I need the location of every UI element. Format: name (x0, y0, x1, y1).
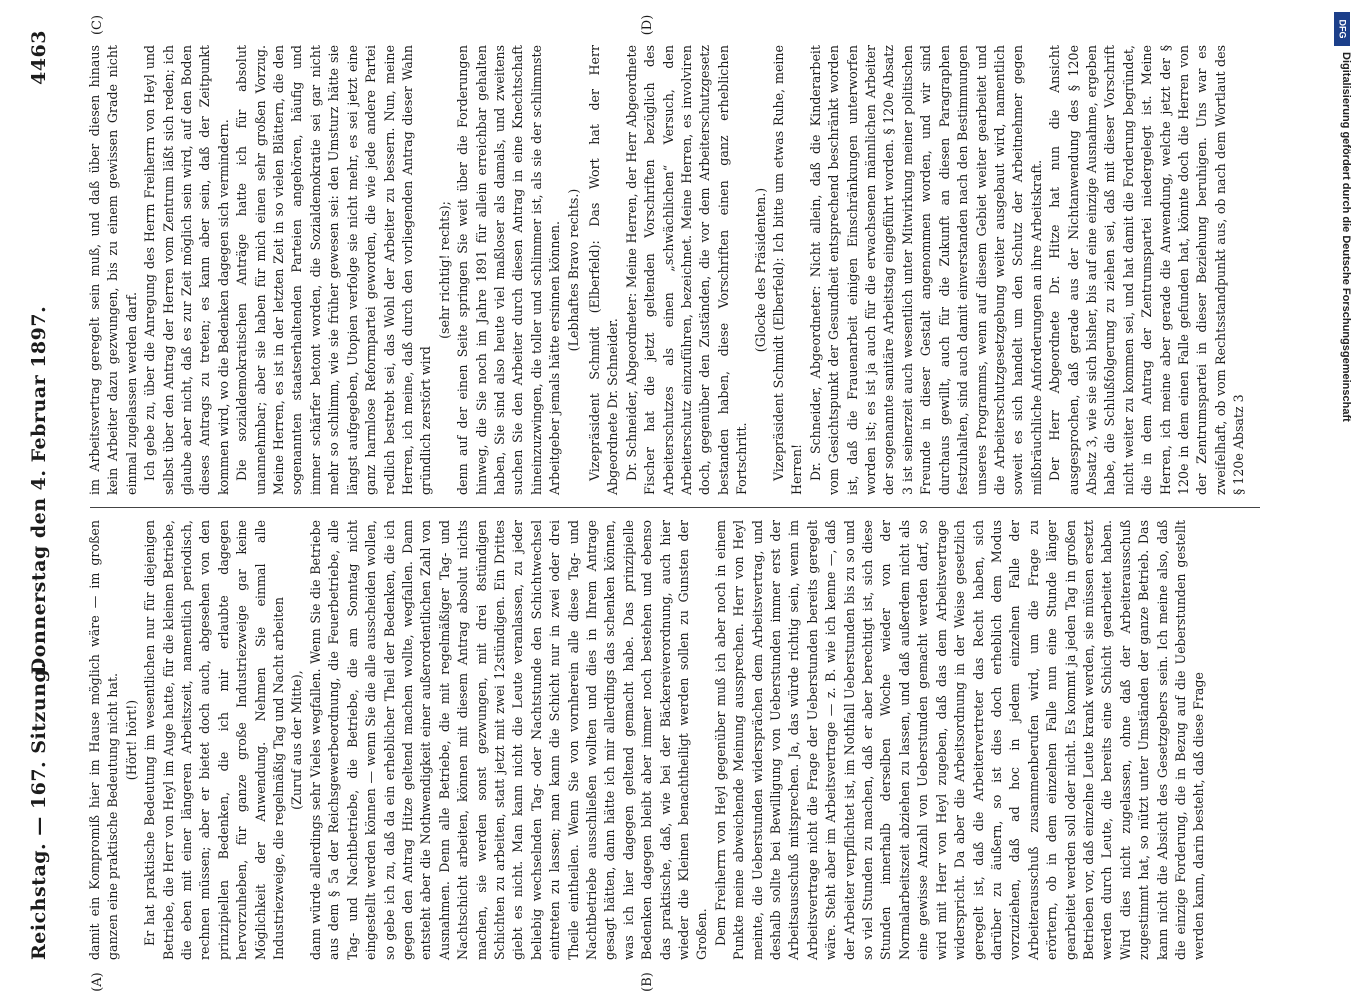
paragraph: Der Herr Abgeordnete Dr. Hitze hat nun die Ansicht ausgesprochen, daß gerade aus der Nichtanwendung des § 120e Absatz 3, wie sie sich bisher, bis auf eine einzige Ausnahme, ergeben habe, die Schlußfolgerung zu ziehen sei, daß mit dieser Vorschrift nicht weiter zu kommen sei, und hat damit die Forderung begründet, die in dem Antrag der Zentrumspartei niedergelegt ist. Meine Herren, ich meine aber gerade die Anwendung, welche jetzt der § 120e in dem einen Falle gefunden hat, könnte doch die Herren von der Zentrumspartei in dieser Beziehung beruhigen. Uns war es zweifelhaft, ob vom Rechtsstandpunkt aus, ob nach dem Wortlaut des § 120e Absatz 3 (1047, 45, 1247, 495)
margin-marker-a: (A) (90, 972, 105, 992)
right-column (86, 45, 1266, 495)
speaker-paragraph: Dr. Schneider, Abgeordneter: Meine Herren, der Herr Abgeordnete Fischer hat die jetzt geltenden Vorschriften bezüglich des Arbeiterschutzes als einen „schwächlichen“ Versuch, den Arbeiterschutz einzuführen, bezeichnet. Meine Herren, es involviren doch, gegenüber den Zuständen, die vor dem Arbeiterschutzgesetz bestanden haben, diese Vorschriften einen ganz erheblichen Fortschritt. (623, 45, 750, 495)
dfg-credit-text: Digitalisierung gefördert durch die Deutsche Forschungsgemeinschaft (1340, 52, 1352, 422)
left-column (86, 520, 1266, 960)
margin-marker-d: (D) (640, 14, 655, 36)
paragraph: Die sozialdemokratischen Anträge hatte ich für absolut unannehmbar; aber sie haben für mich einen sehr großen Vorzug. Meine Herren, es ist in der letzten Zeit in so vielen Blättern, die den sogenannten staatserhaltenden Parteien angehören, häufig und immer schärfer betont worden, die Sozialdemokratie sei gar nicht mehr so schlimm, wie sie früher gewesen sei: den Umsturz hätte sie längst aufgegeben, Utopien verfolge sie nicht mehr, es sei jetzt eine ganz harmlose Reformpartei geworden, die wie jede andere Partei redlich bestrebt sei, das Wohl der Arbeiter zu bessern. Nun, meine Herren, ich meine, daß durch den vorliegenden Antrag dieser Wahn gründlich zerstört wird (234, 45, 434, 495)
speaker-paragraph: Vizepräsident Schmidt (Elberfeld): Das Wort hat der Herr Abgeordnete Dr. Schneider. (586, 45, 621, 495)
paragraph: im Arbeitsvertrag geregelt sein muß, und daß über diesen hinaus kein Arbeiter dazu gezwungen, bis zu einem gewissen Grade nicht einmal zugelassen werden darf. (87, 45, 139, 495)
paragraph: Er hat praktische Bedeutung im wesentlichen nur für diejenigen Betriebe, die Herr von Heyl im Auge hatte, für die kleinen Betriebe, die eben mit einer längeren Arbeitszeit, namentlich periodisch, rechnen müssen; aber er bietet doch auch, abgesehen von den prinzipiellen Bedenken, die ich mir erlaubte dagegen hervorzuheben, für ganze große Industriezweige gar keine Möglichkeit der Anwendung. Nehmen Sie einmal alle Industriezweige, die regelmäßig Tag und Nacht arbeiten (142, 520, 287, 960)
interjection: (Hört! hört!) (123, 699, 139, 781)
dfg-badge-text: DFG (1337, 19, 1347, 39)
interjection: (sehr richtig! rechts); (436, 201, 452, 339)
page-number: 4463 (28, 30, 50, 85)
dfg-watermark (1332, 8, 1352, 992)
margin-marker-b: (B) (640, 972, 655, 992)
speaker-paragraph: Vizepräsident Schmidt (Elberfeld): Ich bitte um etwas Ruhe, meine Herren! (771, 45, 805, 495)
paragraph: Dem Freiherrn von Heyl gegenüber muß ich aber noch in einem Punkte meine abweichende Meinung aussprechen. Herr von Heyl meinte, die Ueberstunden widersprächen dem Arbeitsvertrag, und deshalb sollte bei Bewilligung von Ueberstunden immer erst der Arbeitsausschuß mitsprechen. Ja, das würde richtig sein, wenn im Arbeitsvertrage nicht die Frage der Ueberstunden bereits geregelt wäre. Steht aber im Arbeitsvertrage — z. B. wie ich kenne —, daß der Arbeiter verpflichtet ist, im Nothfall Ueberstunden bis zu so und so viel Stunden zu machen, daß er aber berechtigt ist, sich diese Stunden innerhalb derselben Woche wieder von der Normalarbeitszeit abziehen zu lassen, und daß außerdem nicht als eine gewisse Anzahl von Ueberstunden gemacht werden darf, so wird mit Herr von Heyl zugeben, daß das dem Arbeitsvertrage widerspricht. Da aber die Arbeitsordnung in der Weise gesetzlich geregelt ist, daß die Arbeitervertreter das Recht haben, sich darüber zu äußern, so ist dies doch erheblich dem Modus vorzuziehen, daß ad hoc in jedem einzelnen Falle der Arbeiterausschuß zusammenberufen wird, um die Frage zu erörtern, ob in dem einzelnen Falle nun eine Stunde länger gearbeitet werden soll oder nicht. Es kommt ja jeden Tag in großen Betrieben vor, daß einzelne Leute krank werden, sie müssen ersetzt werden durch Leute, die bereits eine Schicht gearbeitet haben. Wird dies nicht zugelassen, ohne daß der Arbeiterausschuß zugestimmt hat, so nützt unter Umständen der ganze Betrieb. Das kann nicht die Absicht des Gesetzgebers sein. Ich meine also, daß die einzige Forderung, die in Bezug auf die Ueberstunden gestellt werden kann, darin besteht, daß diese Frage (712, 520, 1207, 960)
paragraph: damit ein Kompromiß hier im Hause möglich wäre — im großen ganzen eine praktische Bedeutung nicht hat. (87, 520, 121, 960)
interjection: (Zuruf aus der Mitte), (289, 670, 305, 810)
paragraph: denn auf der einen Seite springen Sie weit über die Forderungen hinweg, die Sie noch im Jahre 1891 für allein erreichbar gehalten haben, Sie sind also heute viel maßloser als damals, und zweitens suchen Sie den Arbeiter durch diesen Antrag in eine Knechtschaft hineinzuzwingen, die toller und schlimmer ist, als sie der schlimmste Arbeitgeber jemals hätte ersinnen können. (455, 45, 563, 495)
margin-marker-c: (C) (90, 14, 105, 36)
paragraph: dann würde allerdings sehr Vieles wegfallen. Wenn Sie die Betriebe aus dem § 5a der Reichsgewerbeordnung, die Feuerbetriebe, alle Tag- und Nachtbetriebe, die Betriebe, die am Sonntag nicht eingestellt werden können — wenn Sie die alle ausscheiden wollen, so gebe ich zu, daß da ein erheblicher Theil der Bedenken, die ich gegen den Antrag Hitze geltend machen wollte, wegfallen. Dann entsteht aber die Nothwendigkeit einer außerordentlichen Zahl von Ausnahmen. Denn alle Betriebe, die mit regelmäßiger Tag- und Nachtschicht arbeiten, können mit diesem Antrag absolut nichts machen, sie werden sonst gezwungen, mit drei 8stündigen Schichten zu arbeiten, statt jetzt mit zwei 12stündigen. Ein Drittes giebt es nicht. Man kann nicht die Leute veranlassen, zu jeder beliebig wechselnden Tag- oder Nachtstunde den Schichtwechsel eintreten zu lassen; man kann die Schicht nur in zwei oder drei Theile eintheilen. Wenn Sie von vornherein alle diese Tag- und Nachtbetriebe ausschließen wollten und dies in Ihrem Antrage gesagt hätten, dann hätte ich mir allerdings das schenken können, was ich hier dagegen geltend gemacht habe. Das prinzipielle Bedenken dagegen bleibt aber immer noch bestehen und ebenso das praktische, daß, wie bei der Bäckereiverordnung, auch hier wieder die Kleinen benachtheiligt werden sollen zu Gunsten der Großen. (307, 520, 710, 960)
column-divider (90, 507, 1260, 508)
paragraph: Ich gebe zu, über die Anregung des Herrn Freiherrn von Heyl und selbst über den Antrag der Herren vom Zentrum läßt sich reden; ich glaube aber nicht, daß es zur Zeit möglich sein wird, auf den Boden dieses Antrags zu treten; es kann aber sein, daß der Zeitpunkt kommen wird, wo die Bedenken dagegen sich vermindern. (142, 45, 231, 495)
header-title: Reichstag. — 167. Sitzung. (28, 661, 50, 960)
header-date: Donnerstag den 4. Februar 1897. (28, 305, 50, 675)
interjection: (Lebhaftes Bravo rechts.) (565, 188, 581, 352)
speaker-paragraph: Dr. Schneider, Abgeordneter: Nicht allein, daß die Kinderarbeit vom Gesichtspunkt der Gesundheit entsprechend beschränkt worden ist, daß die Frauenarbeit einigen Einschränkungen unterworfen worden ist; es ist ja auch für die erwachsenen männlichen Arbeiter der sogenannte sanitäre Arbeitstag eingeführt worden. § 120e Absatz 3 ist seinerzeit auch wesentlich unter Mitwirkung meiner politischen Freunde in dieser Gestalt angenommen worden, und wir sind durchaus gewillt, auch für die Zukunft an diesen Paragraphen festzuhalten, sind auch damit einverstanden nach den Bestimmungen unseres Programms, wenn auf diesem Gebiet weiter gearbeitet und die Arbeiterschutzgesetzgebung weiter ausgebaut wird, namentlich soweit es sich handelt um den Schutz der Arbeitnehmer gegen mißbräuchliche Anforderungen an ihre Arbeitskraft. (807, 45, 1044, 495)
dfg-logo-icon (1334, 12, 1350, 46)
interjection: (Glocke des Präsidenten.) (752, 187, 768, 353)
page-header (28, 30, 58, 960)
